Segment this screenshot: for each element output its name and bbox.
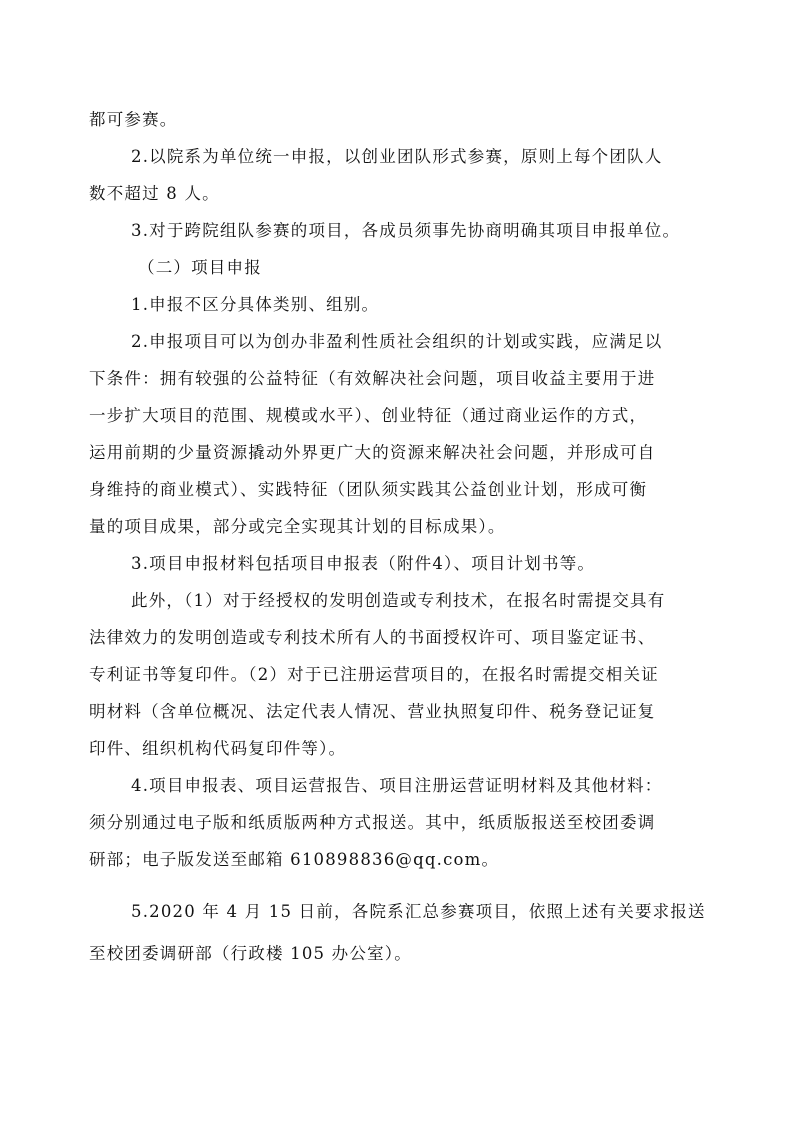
paragraph-besides-line-4: 明材料（含单位概况、法定代表人情况、营业执照复印件、税务登记证复 <box>89 702 656 721</box>
paragraph-item-2-line-2: 数不超过 8 人。 <box>89 184 220 203</box>
paragraph-apply-4-line-1: 4.项目申报表、项目运营报告、项目注册运营证明材料及其他材料： <box>131 776 663 795</box>
paragraph-apply-1: 1.申报不区分具体类别、组别。 <box>131 295 380 314</box>
paragraph-apply-2-line-3: 一步扩大项目的范围、规模或水平）、创业特征（通过商业运作的方式， <box>89 406 648 425</box>
text-line-continuation: 都可参赛。 <box>89 110 178 129</box>
paragraph-apply-2-line-6: 量的项目成果，部分或完全实现其计划的目标成果）。 <box>89 517 506 536</box>
paragraph-item-2-line-1: 2.以院系为单位统一申报，以创业团队形式参赛，原则上每个团队人 <box>131 147 663 166</box>
paragraph-apply-2-line-5: 身维持的商业模式）、实践特征（团队须实践其公益创业计划，形成可衡 <box>89 480 648 499</box>
paragraph-besides-line-2: 法律效力的发明创造或专利技术所有人的书面授权许可、项目鉴定证书、 <box>89 628 656 647</box>
paragraph-besides-line-3: 专利证书等复印件。（2）对于已注册运营项目的，在报名时需提交相关证 <box>89 665 659 684</box>
paragraph-besides-line-5: 印件、组织机构代码复印件等）。 <box>89 739 347 758</box>
paragraph-apply-4-line-3: 研部；电子版发送至邮箱 610898836@qq.com。 <box>89 850 500 869</box>
paragraph-besides-line-1: 此外，（1）对于经授权的发明创造或专利技术，在报名时需提交具有 <box>131 591 666 610</box>
paragraph-apply-2-line-2: 下条件：拥有较强的公益特征（有效解决社会问题，项目收益主要用于进 <box>89 369 656 388</box>
paragraph-apply-5-line-1: 5.2020 年 4 月 15 日前，各院系汇总参赛项目，依照上述有关要求报送 <box>131 902 706 921</box>
section-heading: （二）项目申报 <box>138 258 262 277</box>
paragraph-apply-2-line-1: 2.申报项目可以为创办非盈利性质社会组织的计划或实践，应满足以 <box>131 332 663 351</box>
paragraph-apply-5-line-2: 至校团委调研部（行政楼 105 办公室）。 <box>89 944 412 963</box>
paragraph-item-3: 3.对于跨院组队参赛的项目，各成员须事先协商明确其项目申报单位。 <box>131 221 681 240</box>
paragraph-apply-3: 3.项目申报材料包括项目申报表（附件4）、项目计划书等。 <box>131 554 596 573</box>
paragraph-apply-4-line-2: 须分别通过电子版和纸质版两种方式报送。其中，纸质版报送至校团委调 <box>89 813 656 832</box>
paragraph-apply-2-line-4: 运用前期的少量资源撬动外界更广大的资源来解决社会问题，并形成可自 <box>89 443 656 462</box>
